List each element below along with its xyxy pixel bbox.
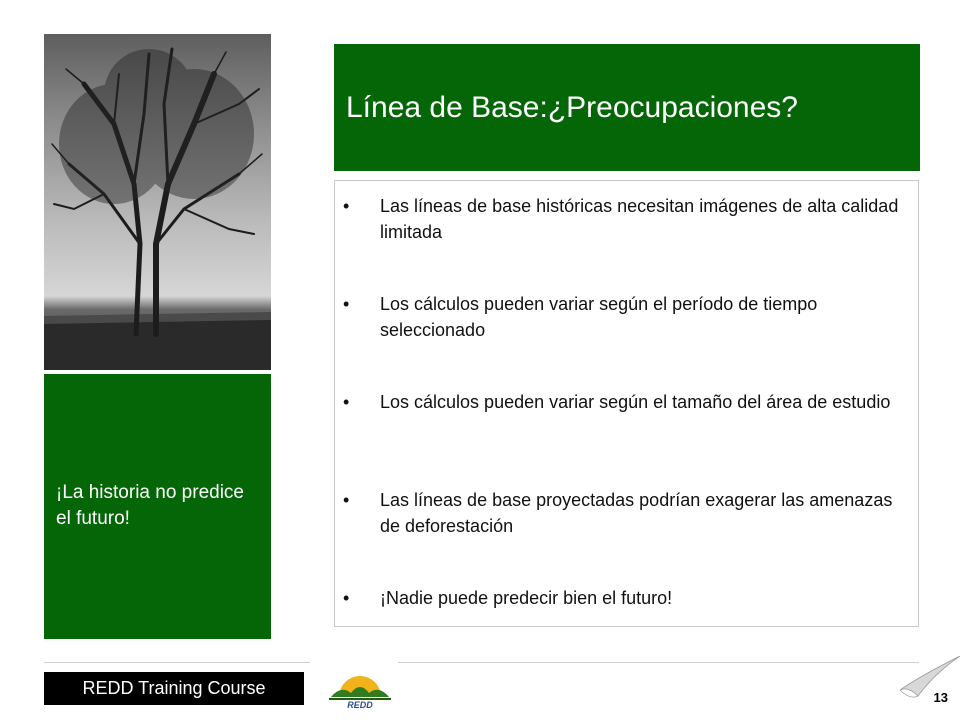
bullet-item [343, 389, 908, 415]
logo-text: REDD [347, 700, 373, 710]
bullet-text: Las líneas de base históricas necesitan imágenes de alta calidad limitada [380, 196, 899, 242]
footer-divider-left [44, 662, 310, 663]
redd-logo-icon [327, 663, 393, 703]
bullet-text: Las líneas de base proyectadas podrían exagerar las amenazas de deforestación [380, 490, 893, 536]
page-curl-icon [894, 656, 960, 720]
page-number: 13 [933, 690, 948, 705]
title-banner [334, 44, 920, 171]
slide-title: Línea de Base:¿Preocupaciones? [346, 91, 798, 124]
bullet-marker: • [343, 588, 350, 608]
bullet-text: ¡Nadie puede predecir bien el futuro! [380, 588, 673, 608]
bullet-marker: • [343, 392, 350, 412]
tree-silhouette-icon [44, 34, 271, 370]
bullet-item [343, 585, 908, 611]
bare-tree-photo [44, 34, 271, 370]
course-label: REDD Training Course [44, 672, 304, 705]
footer-divider-right [398, 662, 919, 663]
bullet-item [343, 487, 908, 539]
side-note-panel [44, 374, 271, 639]
bullet-item [343, 193, 908, 245]
bullet-panel [334, 180, 919, 627]
redd-logo [327, 663, 393, 713]
bullet-text: Los cálculos pueden variar según el tamaño del área de estudio [380, 392, 891, 412]
bullet-marker: • [343, 196, 350, 216]
bullet-marker: • [343, 490, 350, 510]
bullet-item [343, 291, 908, 343]
bullet-marker: • [343, 294, 350, 314]
side-note-text: ¡La historia no predice el futuro! [56, 482, 244, 529]
bullet-text: Los cálculos pueden variar según el período de tiempo seleccionado [380, 294, 818, 340]
